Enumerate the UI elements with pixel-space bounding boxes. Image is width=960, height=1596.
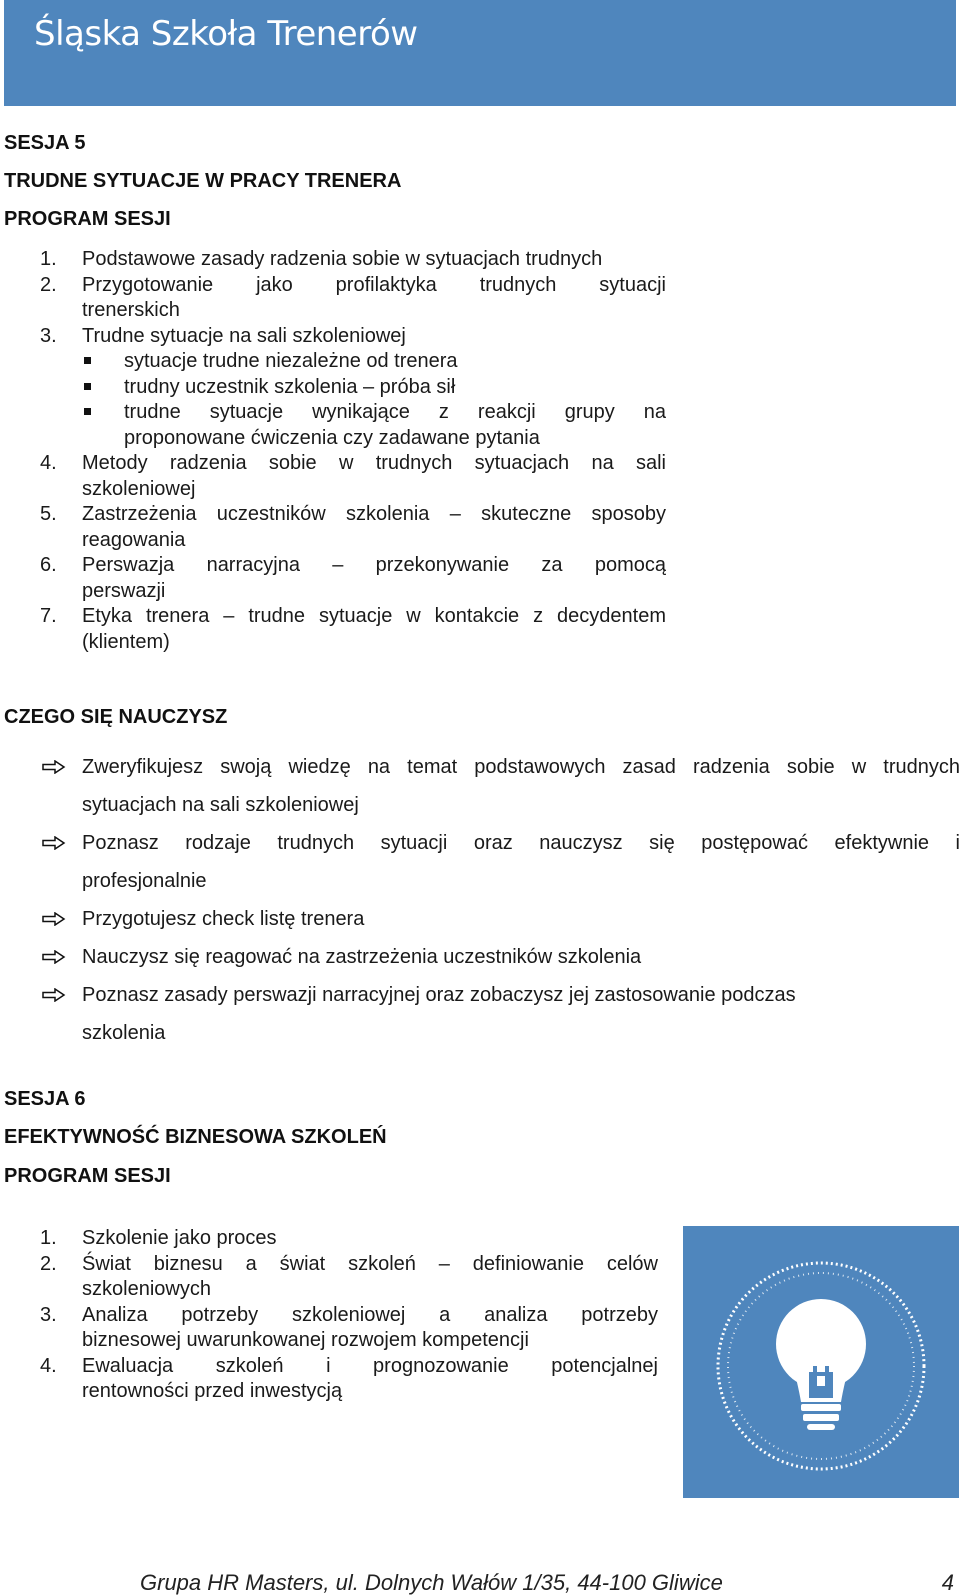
item-number: 3. — [40, 1303, 57, 1326]
item-number: 1. — [40, 1227, 57, 1249]
sub-list-item — [40, 375, 666, 401]
session6-program-list — [40, 1226, 658, 1405]
sub-item-text: sytuacje trudne niezależne od trenera — [124, 350, 458, 372]
outline-right-arrow-icon — [40, 824, 82, 862]
item-text: Perswazja narracyjna – przekonywanie za pomocą — [82, 554, 666, 576]
sub-item-text: trudne sytuacje wynikające z reakcji grupy na — [124, 401, 666, 423]
lightbulb-icon — [683, 1226, 959, 1498]
item-text: Trudne sytuacje na sali szkoleniowej — [82, 324, 406, 347]
item-text: Podstawowe zasady radzenia sobie w sytuacjach trudnych — [82, 248, 603, 270]
page-number: 4 — [941, 1570, 954, 1595]
list-item-continuation — [40, 786, 960, 824]
item-number: 1. — [40, 248, 57, 270]
item-text: Analiza potrzeby szkoleniowej a analiza potrzeby — [82, 1303, 658, 1326]
sub-item-text: trudny uczestnik szkolenia – próba sił — [124, 375, 456, 398]
list-item-continuation — [40, 630, 666, 656]
item-number: 3. — [40, 324, 57, 347]
square-bullet-icon — [82, 400, 124, 426]
learn-list — [40, 748, 960, 1052]
session6-program-label: PROGRAM SESJI — [4, 1165, 171, 1187]
sub-item-text-cont: proponowane ćwiczenia czy zadawane pytania — [124, 426, 540, 449]
item-text: Szkolenie jako proces — [82, 1227, 277, 1249]
item-text-cont: rentowności przed inwestycją — [82, 1380, 343, 1402]
list-item — [40, 502, 666, 528]
square-bullet-icon — [82, 349, 124, 375]
item-text: Zweryfikujesz swoją wiedzę na temat podstawowych zasad radzenia sobie w trudnych — [82, 756, 960, 778]
session5-program-label: PROGRAM SESJI — [4, 208, 171, 230]
list-item — [40, 1303, 658, 1329]
list-item — [40, 247, 666, 273]
item-number: 5. — [40, 503, 57, 525]
item-text-cont: perswazji — [82, 579, 166, 602]
item-text-cont: biznesowej uwarunkowanej rozwojem kompetencji — [82, 1329, 529, 1351]
item-number: 2. — [40, 1252, 57, 1275]
item-text: Nauczysz się reagować na zastrzeżenia uczestników szkolenia — [82, 946, 642, 968]
list-item-continuation — [40, 528, 666, 554]
list-item-continuation — [40, 298, 666, 324]
sub-list-item — [40, 400, 666, 426]
item-text: Przygotujesz check listę trenera — [82, 908, 365, 930]
list-item-continuation — [40, 477, 666, 503]
session6-title: EFEKTYWNOŚĆ BIZNESOWA SZKOLEŃ — [4, 1126, 387, 1148]
lightbulb-image — [683, 1226, 959, 1498]
footer — [140, 1570, 960, 1596]
learn-label: CZEGO SIĘ NAUCZYSZ — [4, 706, 228, 728]
item-text-cont: (klientem) — [82, 630, 170, 653]
header-title: Śląska Szkoła Trenerów — [34, 14, 418, 54]
list-item — [40, 604, 666, 630]
item-text: Poznasz rodzaje trudnych sytuacji oraz nauczysz się postępować efektywnie i — [82, 832, 960, 854]
sub-item-continuation — [40, 426, 666, 452]
outline-right-arrow-icon — [40, 748, 82, 786]
list-item — [40, 553, 666, 579]
list-item — [40, 976, 960, 1014]
footer-address: Grupa HR Masters, ul. Dolnych Wałów 1/35, 44-100 Gliwice — [140, 1570, 723, 1595]
item-text-cont: szkoleniowych — [82, 1278, 211, 1300]
item-text: Świat biznesu a świat szkoleń – definiowanie celów — [82, 1252, 658, 1275]
item-number: 6. — [40, 554, 57, 576]
session6-label: SESJA 6 — [4, 1088, 86, 1110]
list-item-continuation — [40, 579, 666, 605]
list-item — [40, 748, 960, 786]
item-number: 2. — [40, 273, 57, 296]
item-number: 4. — [40, 1354, 57, 1377]
list-item-continuation — [40, 862, 960, 900]
list-item-continuation — [40, 1277, 658, 1303]
item-text-cont: szkoleniowej — [82, 477, 196, 500]
list-item-continuation — [40, 1014, 960, 1052]
item-text: Zastrzeżenia uczestników szkolenia – skuteczne sposoby — [82, 503, 666, 525]
item-text-cont: szkolenia — [82, 1022, 166, 1044]
list-item-continuation — [40, 1379, 658, 1405]
list-item — [40, 938, 960, 976]
item-text-cont: trenerskich — [82, 299, 180, 321]
list-item — [40, 273, 666, 299]
list-item — [40, 451, 666, 477]
session5-title: TRUDNE SYTUACJE W PRACY TRENERA — [4, 170, 402, 192]
outline-right-arrow-icon — [40, 938, 82, 976]
list-item — [40, 1354, 658, 1380]
list-item — [40, 824, 960, 862]
item-text-cont: sytuacjach na sali szkoleniowej — [82, 794, 359, 816]
item-text-cont: reagowania — [82, 528, 186, 551]
list-item — [40, 324, 666, 350]
item-text: Ewaluacja szkoleń i prognozowanie potencjalnej — [82, 1354, 658, 1377]
header-banner — [4, 0, 956, 106]
list-item — [40, 900, 960, 938]
square-bullet-icon — [82, 375, 124, 401]
session5-program-list — [40, 247, 666, 655]
item-text: Etyka trenera – trudne sytuacje w kontakcie z decydentem — [82, 605, 666, 627]
item-text: Przygotowanie jako profilaktyka trudnych sytuacji — [82, 273, 666, 296]
list-item-continuation — [40, 1328, 658, 1354]
item-text-cont: profesjonalnie — [82, 870, 207, 892]
outline-right-arrow-icon — [40, 976, 82, 1014]
item-number: 7. — [40, 605, 57, 627]
list-item — [40, 1252, 658, 1278]
item-text: Metody radzenia sobie w trudnych sytuacjach na sali — [82, 452, 666, 474]
list-item — [40, 1226, 658, 1252]
outline-right-arrow-icon — [40, 900, 82, 938]
session5-label: SESJA 5 — [4, 132, 86, 154]
item-text: Poznasz zasady perswazji narracyjnej oraz zobaczysz jej zastosowanie podczas — [82, 984, 796, 1006]
sub-list-item — [40, 349, 666, 375]
item-number: 4. — [40, 452, 57, 474]
